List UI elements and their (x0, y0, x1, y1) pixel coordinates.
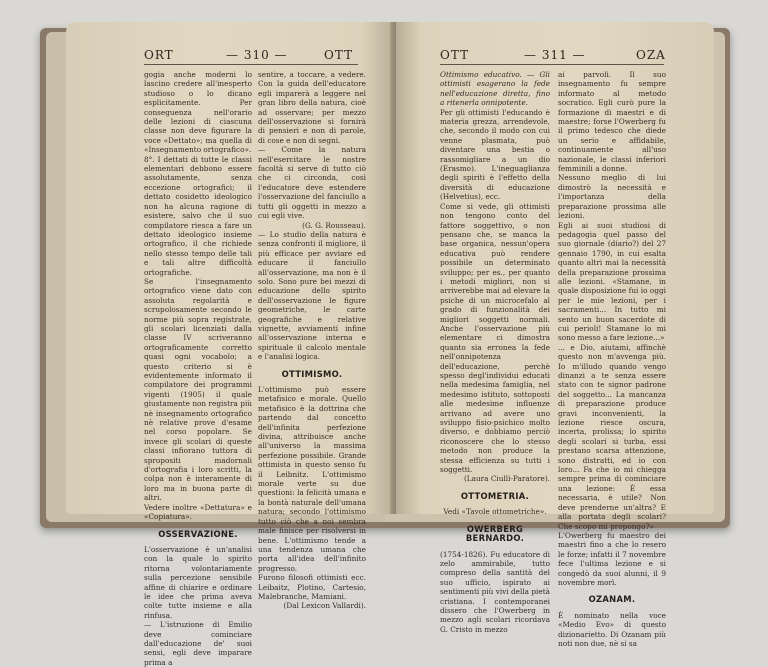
paragraph: — L'istruzione di Emilio deve cominciare dall'educazione de' suoi sensi, egli deve imparare prima a (144, 620, 252, 667)
paragraph: Se l'insegnamento ortografico viene dato con assoluta regolarità e scrupolosamente secondo le norme più sopra registrate, gli scolari licenziati dalla classe IV scriveranno ortograficamente corretto quasi ogni vocabolo; a questo criterio si è evidentemente informato il compilatore dei programmi vigenti (1905) il quale giustamente non registra più nè insegnamento ortografico nè relative prove d'esame nel corso popolare. Se invece gli scolari di queste classi infiorano tuttora di spropositi madornali d'ortografia i loro scritti, la colpa non è interamente di loro ma in buona parte di altri. (144, 276, 252, 503)
section-title-ottimismo: OTTIMISMO. (281, 368, 343, 379)
section-title-osservazione: OSSERVAZIONE. (158, 528, 238, 539)
section-title-ottometria: OTTOMETRIA. (460, 490, 530, 501)
right-page (396, 22, 714, 648)
paragraph: ... e Dio, aiutami, affinchè questo non m'avvenga più. Io m'illudo quando vengo dinanzi a te senza essere stato con te signor padrone del soggetto... La mancanza di preparazione produce gravi inconvenienti, la lezione riesce oscura, incerta, prolissa; lo spirito degli scolari si turba, essi prestano scarsa attenzione, sono distratti, ed io con loro... Fa che io mi chiegga sempre prima di cominciare una lezione: È essa necessaria, è utile? Non deve prenderne un'altra? E alla portata degli scolari? Che scopo mi propongo?» (558, 342, 666, 531)
paragraph: Vedere inoltre «Dettatura» e «Copiatura». (144, 502, 252, 522)
section-title-owerberg: OWERBERG BERNARDO. (465, 523, 525, 544)
paragraph: 8°. I dettati di tutte le classi elementari debbono essere assolutamente, senza eccezione ortografici; il dettato cosidetto ideologico non ha alcuna ragione di esistere, salvo che il suo compilatore riesca a fare un dettato ideologico insieme ortografico, il che richiede nello stesso tempo delle tali e tali altre difficoltà ortografiche. (144, 154, 252, 277)
right-header-left: OTT (440, 48, 470, 62)
paragraph: Furono filosofi ottimisti ecc. Leibaitz, Plotino, Cartesio, Malebranche, Mamiani. (258, 573, 366, 601)
left-column-2 (258, 70, 366, 611)
left-column-1 (144, 70, 252, 667)
paragraph: Egli ai suoi studiosi di pedagogia quel passo del suo giornale (diario?) del 27 gennaio 1790, in cui esalta quanto altri mai la necessità della preparazione prossima alle lezioni. «Stamane, in quale disposizione fui io oggi per le mie lezioni, per i sacramenti... In tutto mi sento un buon sacerdote di cui perioli! Stamane lo mi sono messo a fare lezione...» (558, 220, 666, 343)
paragraph: L'osservazione è un'analisi con la quale lo spirito ritorna volontariamente sulla percezione sensibile affine di chiarire e ordinare le idee che prima aveva colte tutte insieme e alla rinfusa. (144, 544, 252, 620)
paragraph: ai parvoli. Il suo insegnamento fu sempre informato al metodo socratico. Egli curò pure la formazione di maestri e di maestre; forse l'Owerberg fu il primo tedesco che diede un serio e affidabile, continuamente all'uso nazionale, le classi inferiori femminili a donne. (558, 70, 666, 174)
right-column-2 (558, 70, 666, 648)
paragraph: Come si vede, gli ottimisti non tengono conto del fattore soggettivo, o non pensano che, se manca la base organica, nessun'opera educativa può rendere possibile un determinato sviluppo; per es., per quanto i metodi migliori, non si arriverebbe mai ad elevare la psiche di un microcefalo al grado di funzionalità dei migliori soggetti normali. Anche l'osservazione più elementare ci dimostra quanto sia erronea la fede nell'onnipotenza dell'educazione, perchè spesso degl'individui educati nella medesima famiglia, nel medesimo istituto, sottoposti alle medesime influenze arrivano ad avere uno sviluppo fisio-psichico molto diverso, e dobbiamo perciò riconoscere che lo stesso metodo non produce la stessa efficienza su tutti i soggetti. (440, 201, 550, 475)
right-column-1 (440, 70, 550, 634)
signature: (Laura Ciulli-Paratore). (463, 474, 550, 484)
paragraph: Nessuno meglio di lui dimostrò la necessità e l'importanza della preparazione prossima alle lezioni. (558, 173, 666, 221)
signature: (G. G. Rousseau). (302, 220, 366, 230)
paragraph: (1754-1826). Fu educatore di zelo ammirabile, tutto compreso della santità del suo ufficio, ispirato ai sentimenti più vivi della pietà cristiana. I contemporanei dissero che l'Owerberg in mezzo agli scolari ricordava G. Cristo in mezzo (440, 549, 550, 634)
open-book (40, 18, 730, 667)
left-page-number: — 310 — (226, 48, 288, 62)
paragraph: È nominato nella voce «Medio Evo» di questo dizionarietto. Di Ozanam più noti non due, nè si sa (558, 610, 666, 648)
left-page (66, 22, 394, 667)
paragraph: — Come la natura nell'esercitare le nostre facoltà si serve di tutto ciò che ci circonda, così l'educatore deve estendere l'osservazione del fanciullo a tutti gli oggetti in mezzo a cui egli vive. (258, 145, 366, 221)
right-header-rule (440, 64, 664, 65)
paragraph: L'ottimismo può essere metafisico e morale. Quello metafisico è la dottrina che partendo dal concetto dell'infinita perfezione divina, attribuisce anche all'universo la massima perfezione possibile. Grande ottimista in questo senso fu il Leibnitz. L'ottimismo morale verte su due questioni: la felicità umana e la bontà naturale dell'umana natura; secondo l'ottimismo tutto ciò che a noi sembra male finisce per risolversi in bene. L'ottimismo tende a una tendenza umana che porta all'idea dell'infinito progresso. (258, 385, 366, 573)
paragraph: gogia anche moderni lo lascino credere all'inesperto studioso o lo dicano esplicitamente. Per conseguenza nell'orario delle lezioni di ciascuna classe non deve figurare la voce «Dettato»; ma quella di «Insegnamento ortografico». (144, 70, 252, 155)
paragraph: Vedi «Tavole ottometriche». (443, 507, 547, 517)
paragraph: sentire, a toccare, a vedere. Con la guida dell'educatore egli imparerà a leggere nel gran libro della natura, cioè ad osservare; per mezzo dell'osservazione si fornirà di pensieri e non di parole, di cose e non di segni. (258, 70, 366, 145)
left-header-left: ORT (144, 48, 174, 62)
paragraph: Per gli ottimisti l'educando è materia grezza, arrendevole, che, secondo il modo con cui venne plasmata, può diventare una bestia o rassomigliare a un dio (Erasmo). L'ineguaglianza degli spiriti è l'effetto della diversità di educazione (Helvetius), ecc. (440, 107, 550, 202)
left-header-right: OTT (324, 48, 354, 62)
right-header-right: OZA (636, 48, 666, 62)
left-header-rule (144, 64, 358, 65)
section-title-ozanam: OZANAM. (588, 594, 636, 605)
paragraph: Ottimismo educativo. — Gli ottimisti esagerano la fede nell'educazione diretta, fino a ritenerla onnipotente. (440, 70, 550, 108)
signature: (Dal Lexicon Vallardi). (283, 601, 366, 611)
paragraph: L'Owerberg fu maestro dei maestri fino a che lo resero le forze; infatti il 7 novembre fece l'ultima lezione e si congedò da suoi alunni, il 9 novembre morì. (558, 530, 666, 587)
right-page-number: — 311 — (524, 48, 586, 62)
paragraph: — Lo studio della natura è senza confronti il migliore, il più efficace per avviare ed educare il fanciullo all'osservazione, ma non è il solo. Sono pure bei mezzi di educazione dello spirito dell'osservazione le figure geometriche, le carte geografiche e relative vignette, avviamenti infine all'osservazione interna e spirituale il calcolo mentale e l'analisi logica. (258, 229, 366, 362)
